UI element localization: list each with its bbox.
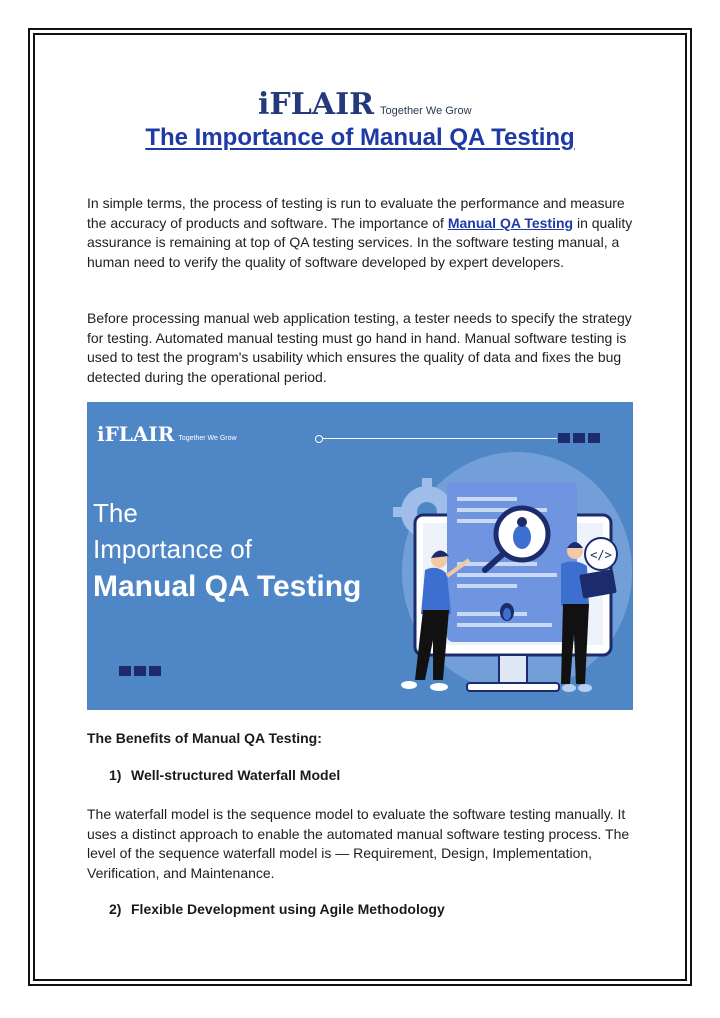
strategy-paragraph: Before processing manual web application testing, a tester needs to specify the strategy for testing. Automated manual testing must go hand in hand. Manual software testing is used to test the program's usability which ensures the quality of data and fixes the bug detected during the operational period. [87,310,632,385]
intro-text-after: in quality assurance is remaining at top of QA testing services. In the software testing manual, a human need to verify the quality of software developed by expert developers. [87,214,633,270]
benefit-item-waterfall [109,767,340,783]
logo-wordmark: iFLAIR [258,87,375,122]
page-title[interactable]: The Importance of Manual QA Testing [145,124,575,151]
banner-divider-line [317,438,557,439]
banner-squares-bottom [119,666,161,676]
banner-title-line2: Importance of [93,534,252,564]
hero-banner-image [87,402,633,710]
banner-line-dot [315,435,323,443]
bug-icon [500,603,514,621]
brand-logo [258,86,472,120]
benefit-number: 2) [109,901,122,917]
benefit-title: Flexible Development using Agile Methodology [131,901,445,917]
manual-qa-testing-link[interactable]: Manual QA Testing [447,214,574,231]
logo-tagline: Together We Grow [380,105,472,117]
benefits-heading: The Benefits of Manual QA Testing: [87,730,322,746]
intro-text-before: In simple terms, the process of testing is run to evaluate the performance and measure the accuracy of products and software. The importance of [87,195,625,231]
code-symbol-icon [585,538,617,570]
banner-title-line3: Manual QA Testing [93,570,362,603]
banner-logo-wordmark: iFLAIR [97,422,175,446]
banner-title-line1: The [93,498,138,528]
banner-logo [97,424,237,444]
banner-logo-tagline: Together We Grow [178,435,237,442]
waterfall-paragraph: The waterfall model is the sequence model to evaluate the software testing manually. It uses a distinct approach to enable the automated manual software testing process. The level of the sequence waterfall model is — Requirement, Design, Implementation, Verification, and Maintenance. [87,806,630,881]
benefit-item-agile [109,901,445,917]
qa-testing-illustration [367,442,633,710]
code-symbol-text: </> [590,548,612,562]
intro-paragraph [87,194,643,272]
benefit-number: 1) [109,767,122,783]
benefit-title: Well-structured Waterfall Model [131,767,341,783]
